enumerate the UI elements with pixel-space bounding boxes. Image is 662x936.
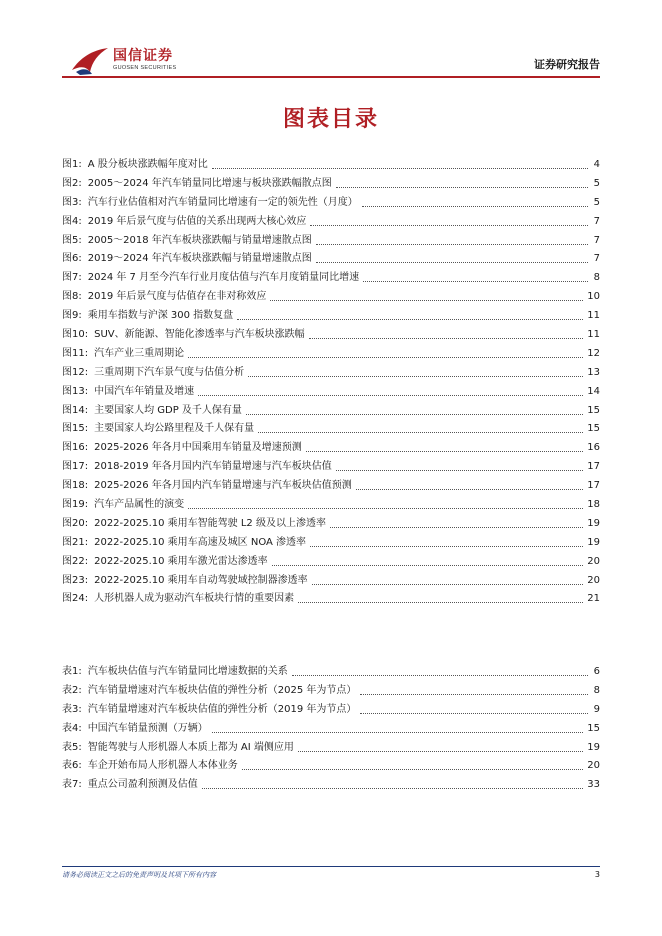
- figure-entry-title: 汽车行业估值相对汽车销量同比增速有一定的领先性（月度）: [87, 196, 358, 208]
- figure-entry-title: 2018-2019 年各月国内汽车销量增速与汽车板块估值: [94, 461, 332, 473]
- figure-entry[interactable]: [62, 250, 600, 269]
- figure-entry-number: 图6:: [62, 253, 82, 265]
- table-entry-page: 20: [587, 760, 600, 772]
- figure-entry-page: 7: [593, 253, 600, 265]
- figure-entry-page: 10: [587, 291, 600, 303]
- dot-leader: [312, 584, 584, 585]
- figure-entry[interactable]: [62, 194, 600, 213]
- table-entry-number: 表2:: [62, 684, 82, 696]
- dot-leader: [306, 451, 583, 452]
- dot-leader: [336, 470, 583, 471]
- dot-leader: [316, 244, 588, 245]
- figure-entry-page: 8: [593, 272, 600, 284]
- table-entry-number: 表3:: [62, 703, 82, 715]
- table-entry-page: 33: [587, 779, 600, 791]
- figure-entry-page: 11: [587, 310, 600, 322]
- figure-entry-title: 2005～2018 年汽车板块涨跌幅与销量增速散点图: [87, 234, 312, 246]
- figure-entry-title: 2025-2026 年各月中国乘用车销量及增速预测: [94, 442, 302, 454]
- figure-entry[interactable]: [62, 534, 600, 553]
- figure-entry-number: 图19:: [62, 499, 89, 511]
- figure-entry-number: 图9:: [62, 310, 82, 322]
- figure-entry-number: 图12:: [62, 366, 89, 378]
- figure-entry-page: 16: [587, 442, 600, 454]
- disclaimer-text: 请务必阅读正文之后的免责声明及其项下所有内容: [62, 871, 216, 879]
- figure-entry[interactable]: [62, 232, 600, 251]
- figure-entry-page: 4: [593, 159, 600, 170]
- figure-entry[interactable]: [62, 439, 600, 458]
- figure-entry[interactable]: [62, 572, 600, 591]
- figure-entry[interactable]: [62, 345, 600, 364]
- table-entry-title: 智能驾驶与人形机器人本质上都为 AI 端侧应用: [87, 741, 294, 753]
- figure-entry[interactable]: [62, 383, 600, 402]
- figure-entry[interactable]: [62, 326, 600, 345]
- figure-entry-page: 15: [587, 404, 600, 416]
- dot-leader: [272, 565, 584, 566]
- figure-entry-page: 19: [587, 536, 600, 548]
- dot-leader: [330, 527, 583, 528]
- figure-entry-title: 2025-2026 年各月国内汽车销量增速与汽车板块估值预测: [94, 480, 352, 492]
- dot-leader: [248, 376, 583, 377]
- figure-entry[interactable]: [62, 420, 600, 439]
- figure-entry-number: 图11:: [62, 347, 89, 359]
- figure-entry-title: 2024 年 7 月至今汽车行业月度估值与汽车月度销量同比增速: [87, 272, 360, 284]
- dot-leader: [298, 602, 583, 603]
- figure-entry[interactable]: [62, 364, 600, 383]
- figure-entry-number: 图3:: [62, 196, 82, 208]
- dot-leader: [360, 713, 588, 714]
- figure-entry-page: 11: [587, 329, 600, 341]
- figure-entry-page: 21: [587, 593, 600, 605]
- table-entry-number: 表5:: [62, 741, 82, 753]
- table-entry-page: 15: [587, 722, 600, 734]
- table-entry-page: 19: [587, 741, 600, 753]
- figure-entry-title: 2019～2024 年汽车板块涨跌幅与销量增速散点图: [87, 253, 312, 265]
- figure-entry-title: 主要国家人均 GDP 及千人保有量: [94, 404, 242, 416]
- guosen-logo-mark-icon: [70, 44, 110, 76]
- table-entry-page: 8: [593, 684, 600, 696]
- figure-entry-title: 2022-2025.10 乘用车智能驾驶 L2 级及以上渗透率: [94, 517, 326, 529]
- figure-entry[interactable]: [62, 590, 600, 609]
- figure-entry-page: 12: [587, 347, 600, 359]
- figure-entry-number: 图7:: [62, 272, 82, 284]
- figure-list: [62, 156, 600, 609]
- dot-leader: [188, 508, 583, 509]
- figure-entry-number: 图5:: [62, 234, 82, 246]
- figure-entry-number: 图1:: [62, 159, 82, 170]
- figure-entry-number: 图4:: [62, 215, 82, 227]
- table-list: [62, 663, 600, 795]
- figure-entry-number: 图24:: [62, 593, 89, 605]
- table-entry-title: 汽车销量增速对汽车板块估值的弹性分析（2025 年为节点）: [87, 684, 357, 696]
- figure-entry[interactable]: [62, 175, 600, 194]
- dot-leader: [237, 319, 583, 320]
- figure-entry-page: 14: [587, 385, 600, 397]
- dot-leader: [242, 769, 584, 770]
- dot-leader: [310, 225, 588, 226]
- figure-entry-title: 主要国家人均公路里程及千人保有量: [94, 423, 255, 435]
- dot-leader: [188, 357, 583, 358]
- figure-entry-page: 5: [593, 196, 600, 208]
- figure-entry-title: 人形机器人成为驱动汽车板块行情的重要因素: [94, 593, 295, 605]
- table-entry[interactable]: [62, 701, 600, 720]
- figure-entry-title: 2022-2025.10 乘用车高速及城区 NOA 渗透率: [94, 536, 307, 548]
- figure-entry-title: 2019 年后景气度与估值的关系出现两大核心效应: [87, 215, 307, 227]
- dot-leader: [316, 262, 588, 263]
- table-entry-title: 中国汽车销量预测（万辆）: [87, 722, 208, 734]
- table-entry-number: 表6:: [62, 760, 82, 772]
- figure-entry-number: 图16:: [62, 442, 89, 454]
- dot-leader: [309, 338, 584, 339]
- figure-entry-page: 13: [587, 366, 600, 378]
- dot-leader: [212, 732, 584, 733]
- table-entry[interactable]: [62, 682, 600, 701]
- table-entry[interactable]: [62, 720, 600, 739]
- figure-entry-page: 20: [587, 574, 600, 586]
- dot-leader: [258, 432, 583, 433]
- figure-entry-title: SUV、新能源、智能化渗透率与汽车板块涨跌幅: [94, 329, 305, 341]
- figure-entry-number: 图2:: [62, 177, 82, 189]
- figure-entry-title: A 股分板块涨跌幅年度对比: [87, 159, 208, 170]
- dot-leader: [363, 281, 588, 282]
- figure-entry-page: 20: [587, 555, 600, 567]
- table-entry-number: 表1:: [62, 666, 82, 677]
- figure-entry-page: 19: [587, 517, 600, 529]
- figure-entry-number: 图15:: [62, 423, 89, 435]
- figure-entry-title: 2022-2025.10 乘用车自动驾驶域控制器渗透率: [94, 574, 308, 586]
- figure-entry-number: 图20:: [62, 517, 89, 529]
- dot-leader: [270, 300, 583, 301]
- table-entry[interactable]: [62, 776, 600, 795]
- figure-entry[interactable]: [62, 402, 600, 421]
- logo-name-en: GUOSEN SECURITIES: [113, 65, 177, 71]
- figure-entry[interactable]: [62, 515, 600, 534]
- dot-leader: [202, 788, 584, 789]
- figure-entry-page: 17: [587, 461, 600, 473]
- table-entry-title: 汽车销量增速对汽车板块估值的弹性分析（2019 年为节点）: [87, 703, 357, 715]
- dot-leader: [292, 675, 588, 676]
- table-entry-title: 汽车板块估值与汽车销量同比增速数据的关系: [87, 666, 288, 677]
- figure-entry-number: 图14:: [62, 404, 89, 416]
- figure-entry-page: 7: [593, 234, 600, 246]
- figure-entry-number: 图10:: [62, 329, 89, 341]
- page-title: 图表目录: [282, 107, 379, 132]
- table-entry-page: 9: [593, 703, 600, 715]
- figure-entry[interactable]: [62, 156, 600, 175]
- dot-leader: [356, 489, 583, 490]
- table-entry-title: 重点公司盈利预测及估值: [87, 779, 198, 791]
- dot-leader: [212, 168, 588, 169]
- report-type-label: 证券研究报告: [534, 58, 600, 71]
- table-entry-page: 6: [593, 666, 600, 677]
- figure-entry-title: 2019 年后景气度与估值存在非对称效应: [87, 291, 267, 303]
- dot-leader: [360, 694, 588, 695]
- figure-entry[interactable]: [62, 496, 600, 515]
- figure-entry-number: 图23:: [62, 574, 89, 586]
- table-entry[interactable]: [62, 739, 600, 758]
- page-header: [0, 0, 662, 80]
- dot-leader: [298, 751, 583, 752]
- figure-entry-title: 乘用车指数与沪深 300 指数复盘: [87, 310, 234, 322]
- figure-entry-number: 图17:: [62, 461, 89, 473]
- figure-entry[interactable]: [62, 213, 600, 232]
- figure-entry-title: 汽车产品属性的演变: [94, 499, 185, 511]
- dot-leader: [198, 395, 583, 396]
- figure-entry-number: 图21:: [62, 536, 89, 548]
- figure-entry[interactable]: [62, 458, 600, 477]
- dot-leader: [362, 206, 588, 207]
- table-entry[interactable]: [62, 663, 600, 682]
- logo-name-cn: 国信证券: [113, 48, 173, 64]
- dot-leader: [246, 414, 583, 415]
- header-divider: [62, 76, 600, 78]
- figure-entry-number: 图8:: [62, 291, 82, 303]
- footer-divider: [62, 866, 600, 867]
- figure-entry-title: 2005～2024 年汽车销量同比增速与板块涨跌幅散点图: [87, 177, 332, 189]
- figure-entry-title: 2022-2025.10 乘用车激光雷达渗透率: [94, 555, 268, 567]
- figure-entry-page: 18: [587, 499, 600, 511]
- figure-entry[interactable]: [62, 553, 600, 572]
- figure-entry-page: 7: [593, 215, 600, 227]
- dot-leader: [336, 187, 588, 188]
- table-entry-number: 表7:: [62, 779, 82, 791]
- figure-entry-number: 图13:: [62, 385, 89, 397]
- figure-entry-number: 图18:: [62, 480, 89, 492]
- figure-entry[interactable]: [62, 269, 600, 288]
- dot-leader: [310, 546, 583, 547]
- table-entry[interactable]: [62, 757, 600, 776]
- figure-entry-title: 汽车产业三重周期论: [94, 347, 185, 359]
- figure-entry[interactable]: [62, 307, 600, 326]
- figure-entry-number: 图22:: [62, 555, 89, 567]
- figure-entry-title: 三重周期下汽车景气度与估值分析: [94, 366, 245, 378]
- figure-entry-page: 5: [593, 177, 600, 189]
- figure-entry-page: 15: [587, 423, 600, 435]
- figure-entry[interactable]: [62, 288, 600, 307]
- figure-entry-title: 中国汽车年销量及增速: [94, 385, 195, 397]
- page-number: 3: [594, 870, 600, 879]
- figure-entry-page: 17: [587, 480, 600, 492]
- guosen-logo: [70, 44, 185, 76]
- figure-entry[interactable]: [62, 477, 600, 496]
- table-entry-title: 车企开始布局人形机器人本体业务: [87, 760, 238, 772]
- table-entry-number: 表4:: [62, 722, 82, 734]
